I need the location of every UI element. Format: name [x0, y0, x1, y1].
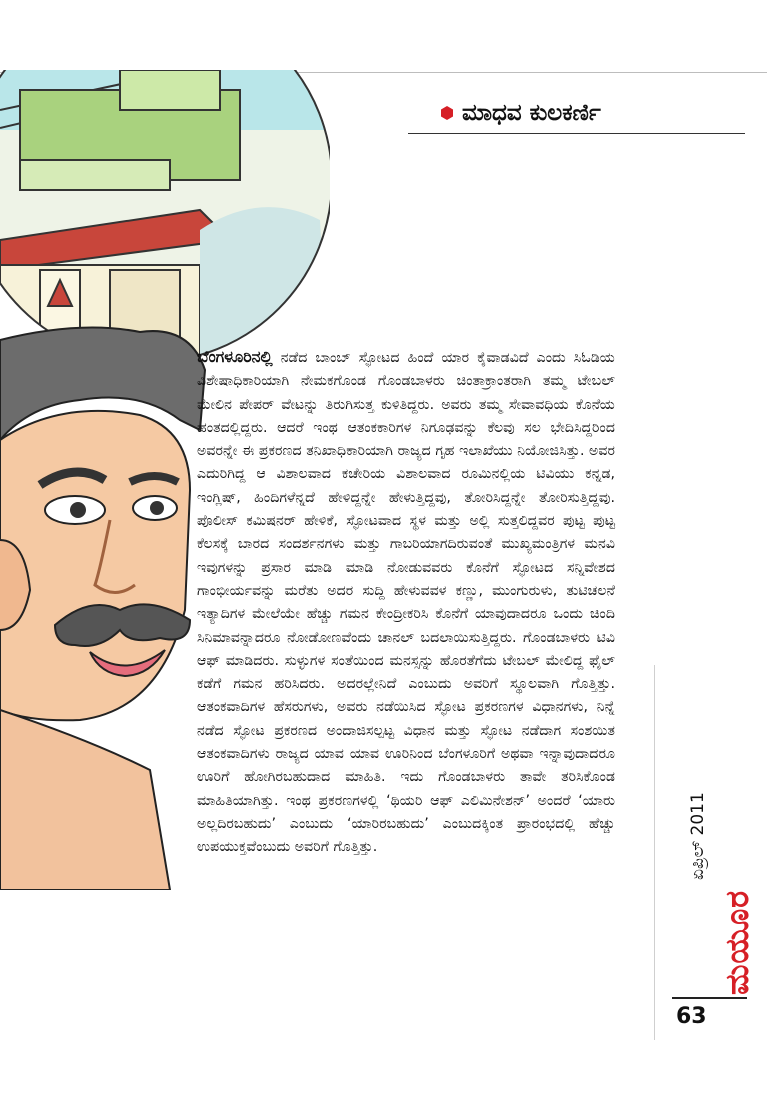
article-text: ನಡೆದ ಬಾಂಬ್ ಸ್ಫೋಟದ ಹಿಂದೆ ಯಾರ ಕೈವಾಡವಿದೆ ಎಂದು ಸಿಓಡಿಯ ವಿಶೇಷಾಧಿಕಾರಿಯಾಗಿ ನೇಮಕಗೊಂಡ ಗೊಂಡಬಾಳರು ಚಿಂತಾಕ್ರಾಂತರಾಗಿ ತಮ್ಮ ಟೇಬಲ್ ಮೇಲಿನ ಪೇಪರ್ ವೇಟನ್ನು ತಿರುಗಿಸುತ್ತ ಕುಳಿತಿದ್ದರು. ಅವರು ತಮ್ಮ ಸೇವಾವಧಿಯ ಕೊನೆಯ ಹಂತದಲ್ಲಿದ್ದರು. ಆದರೆ ಇಂಥ ಆತಂಕಕಾರಿಗಳ ನಿಗೂಢವನ್ನು ಕೆಲವು ಸಲ ಭೇದಿಸಿದ್ದರಿಂದ ಅವರನ್ನೇ ಈ ಪ್ರಕರಣದ ತನಿಖಾಧಿಕಾರಿಯಾಗಿ ರಾಜ್ಯದ ಗೃಹ ಇಲಾಖೆಯು ನಿಯೋಜಿಸಿತ್ತು. ಅವರ ಎದುರಿಗಿದ್ದ ಆ ವಿಶಾಲವಾದ ಕಚೇರಿಯ ವಿಶಾಲವಾದ ರೂಮಿನಲ್ಲಿಯ ಟಿವಿಯು ಕನ್ನಡ, ಇಂಗ್ಲಿಷ್, ಹಿಂದಿಗಳೆನ್ನದೆ ಹೇಳಿದ್ದನ್ನೇ ಹೇಳುತ್ತಿದ್ದವು, ತೋರಿಸಿದ್ದನ್ನೇ ತೋರಿಸುತ್ತಿದ್ದವು. ಪೊಲೀಸ್ ಕಮಿಷನರ್ ಹೇಳಿಕೆ, ಸ್ಫೋಟವಾದ ಸ್ಥಳ ಮತ್ತು ಅಲ್ಲಿ ಸುತ್ತಲಿದ್ದವರ ಪುಟ್ಟ ಪುಟ್ಟ ಕೆಲಸಕ್ಕೆ ಬಾರದ ಸಂದರ್ಶನಗಳು ಮತ್ತು ಗಾಬರಿಯಾಗದಿರುವಂತೆ ಮುಖ್ಯಮಂತ್ರಿಗಳ ಮನವಿ ಇವುಗಳನ್ನು ಪ್ರಸಾರ ಮಾಡಿ ಮಾಡಿ ನೋಡುವವರು ಕೊನೆಗೆ ಸ್ಫೋಟದ ಸನ್ನಿವೇಶದ ಗಾಂಭೀರ್ಯವನ್ನು ಮರೆತು ಅದರ ಸುದ್ದಿ ಹೇಳುವವಳ ಕಣ್ಣು, ಮುಂಗುರುಳು, ತುಟಿಚಲನೆ ಇತ್ಯಾದಿಗಳ ಮೇಲೆಯೇ ಹೆಚ್ಚು ಗಮನ ಕೇಂದ್ರೀಕರಿಸಿ ಕೊನೆಗೆ ಯಾವುದಾದರೂ ಒಂದು ಚಿಂದಿ ಸಿನಿಮಾವನ್ನಾದರೂ ನೋಡೋಣವೆಂದು ಚಾನಲ್ ಬದಲಾಯಿಸುತ್ತಿದ್ದರು. ಗೊಂಡಬಾಳರು ಟಿವಿ ಆಫ್ ಮಾಡಿದರು. ಸುಳ್ಳುಗಳ ಸಂತೆಯಿಂದ ಮನಸ್ಸನ್ನು ಹೊರತೆಗೆದು ಟೇಬಲ್ ಮೇಲಿದ್ದ ಫೈಲ್ ಕಡೆಗೆ ಗಮನ ಹರಿಸಿದರು. ಅದರಲ್ಲೇನಿದೆ ಎಂಬುದು ಅವರಿಗೆ ಸ್ಥೂಲವಾಗಿ ಗೊತ್ತಿತ್ತು. ಆತಂಕವಾದಿಗಳ ಹೆಸರುಗಳು, ಅವರು ನಡೆಯಿಸಿದ ಸ್ಫೋಟ ಪ್ರಕರಣಗಳ ವಿಧಾನಗಳು, ನಿನ್ನೆ ನಡೆದ ಸ್ಫೋಟ ಪ್ರಕರಣದ ಅಂದಾಜಿಸಲ್ಪಟ್ಟ ವಿಧಾನ ಮತ್ತು ಸ್ಫೋಟ ನಡೆದಾಗ ಸಂಶಯಿತ ಆತಂಕವಾದಿಗಳು ರಾಜ್ಯದ ಯಾವ ಯಾವ ಊರಿನಿಂದ ಬೆಂಗಳೂರಿಗೆ ಅಥವಾ ಇನ್ನಾವುದಾದರೂ ಊರಿಗೆ ಹೋಗಿರಬಹುದಾದ ಮಾಹಿತಿ. ಇದು ಗೊಂಡಬಾಳರು ತಾವೇ ತರಿಸಿಕೊಂಡ ಮಾಹಿತಿಯಾಗಿತ್ತು. ಇಂಥ ಪ್ರಕರಣಗಳಲ್ಲಿ ‘ಥಿಯರಿ ಆಫ್ ಎಲಿಮಿನೇಶನ್’ ಅಂದರೆ ‘ಯಾರು ಅಲ್ಲದಿರಬಹುದು’ ಎಂಬುದು ‘ಯಾರಿರಬಹುದು’ ಎಂಬುದಕ್ಕಿಂತ ಪ್ರಾರಂಭದಲ್ಲಿ ಹೆಚ್ಚು ಉಪಯುಕ್ತವೆಂಬುದು ಅವರಿಗೆ ಗೊತ್ತಿತ್ತು.: [197, 350, 615, 856]
article-paragraph: [197, 345, 615, 860]
side-divider: [654, 665, 655, 1040]
article-body: [197, 345, 615, 860]
author-name: ಮಾಧವ ಕುಲಕರ್ಣಿ: [462, 100, 601, 126]
page-number: 63: [676, 1004, 707, 1029]
byline-rule: [408, 133, 745, 134]
byline: [440, 96, 725, 130]
issue-date: ಏಪ್ರಿಲ್ 2011: [688, 792, 708, 880]
magazine-logo: ಮಯೂರ: [718, 889, 756, 995]
page-number-rule: [672, 997, 747, 999]
article-lead-word: ಬೆಂಗಳೂರಿನಲ್ಲಿ: [197, 347, 273, 366]
man-portrait: [0, 328, 205, 891]
hexagon-bullet-icon: [440, 106, 454, 120]
